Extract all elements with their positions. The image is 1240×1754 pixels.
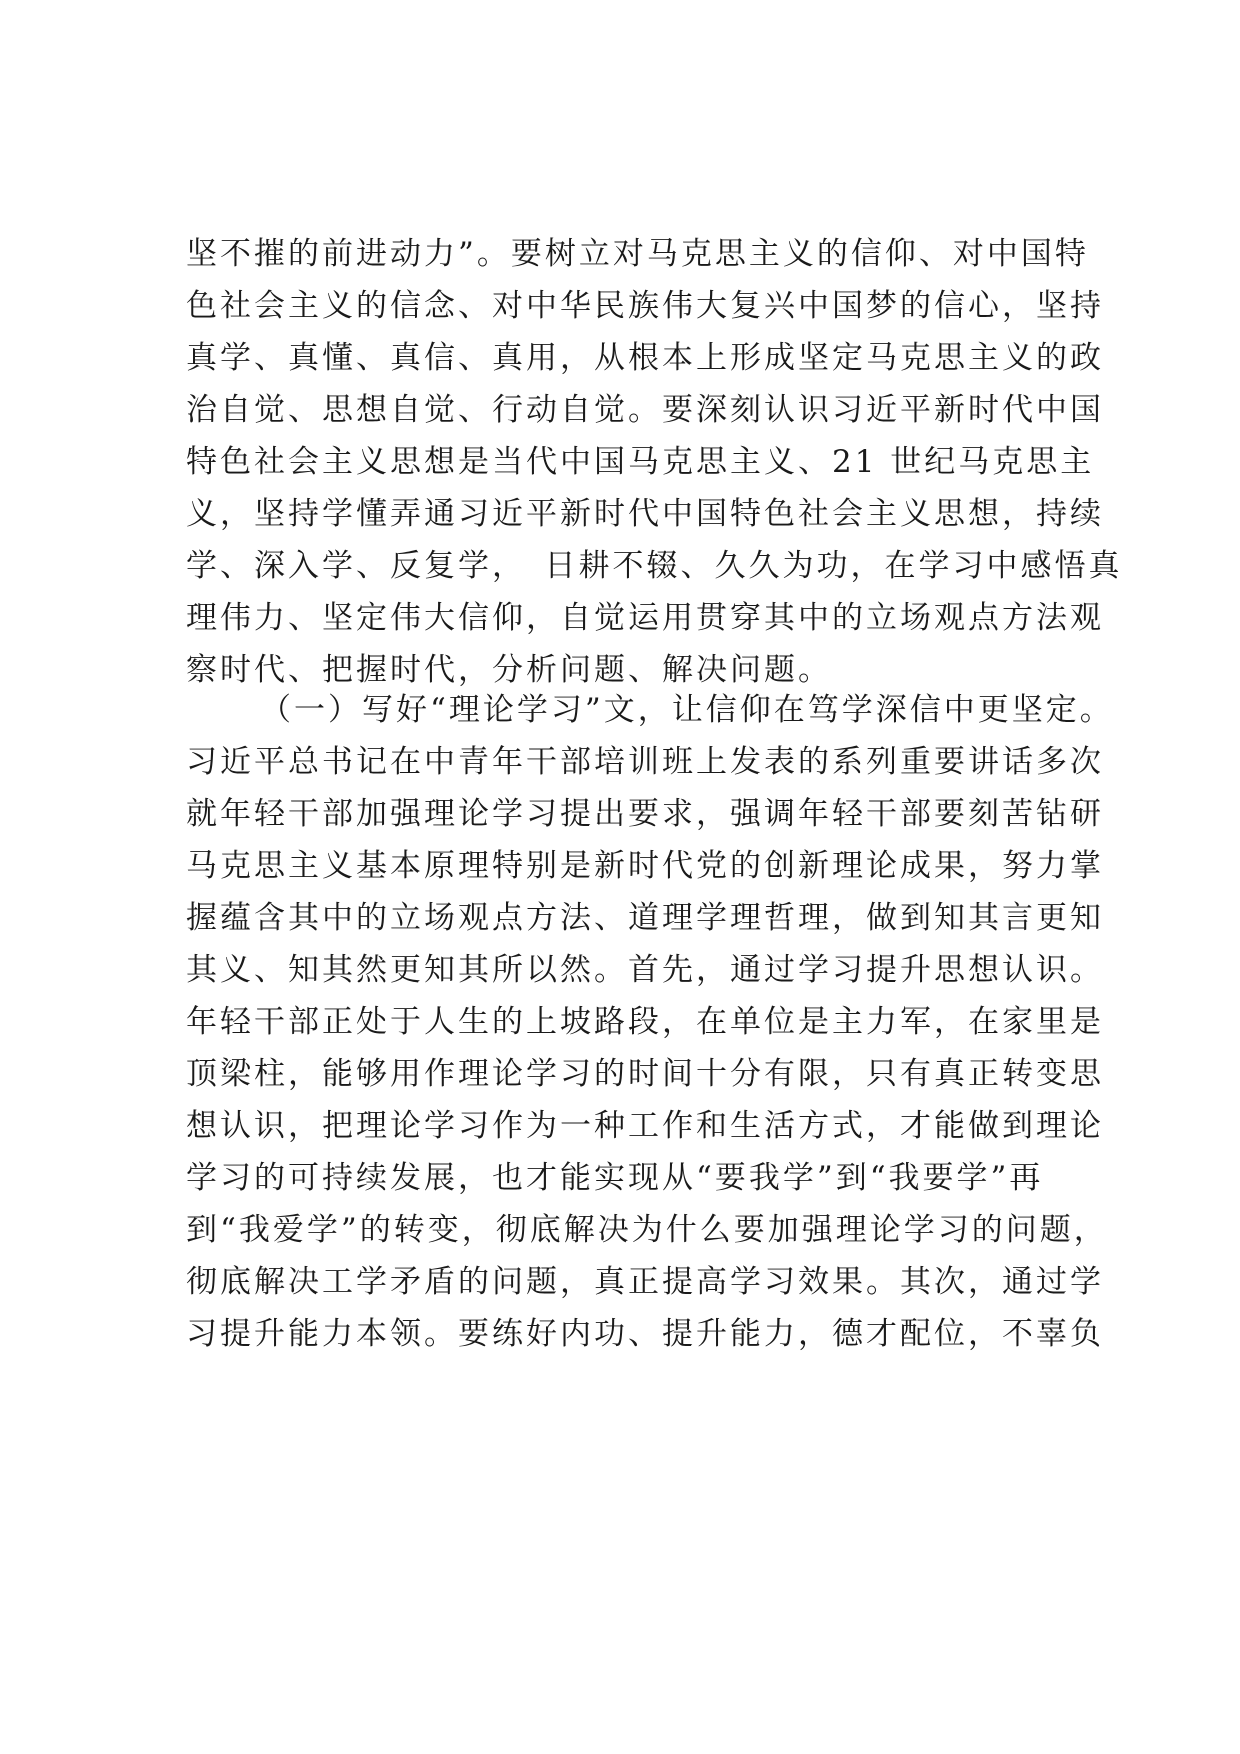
text-line: 特色社会主义思想是当代中国马克思主义、21 世纪马克思主 <box>186 444 1095 480</box>
text-line: 学习的可持续发展，也才能实现从“要我学”到“我要学”再 <box>186 1160 1044 1196</box>
text-line: 习近平总书记在中青年干部培训班上发表的系列重要讲话多次 <box>186 744 1104 780</box>
text-line: 年轻干部正处于人生的上坡路段，在单位是主力军，在家里是 <box>186 1004 1104 1040</box>
text-line: 义，坚持学懂弄通习近平新时代中国特色社会主义思想，持续 <box>186 496 1104 532</box>
text-line: 坚不摧的前进动力”。要树立对马克思主义的信仰、对中国特 <box>186 236 1089 272</box>
text-line: 想认识，把理论学习作为一种工作和生活方式，才能做到理论 <box>186 1108 1104 1144</box>
text-line: 治自觉、思想自觉、行动自觉。要深刻认识习近平新时代中国 <box>186 392 1104 428</box>
body-paragraph <box>186 228 1123 696</box>
text-line: 其义、知其然更知其所以然。首先，通过学习提升思想认识。 <box>186 952 1104 988</box>
text-line: 马克思主义基本原理特别是新时代党的创新理论成果，努力掌 <box>186 848 1104 884</box>
text-line: 就年轻干部加强理论学习提出要求，强调年轻干部要刻苦钻研 <box>186 796 1104 832</box>
section-heading-line: （一）写好“理论学习”文，让信仰在笃学深信中更坚定。 <box>260 692 1114 728</box>
text-line: 学、深入学、反复学， 日耕不辍、久久为功，在学习中感悟真 <box>186 548 1123 584</box>
text-line: 彻底解决工学矛盾的问题，真正提高学习效果。其次，通过学 <box>186 1264 1104 1300</box>
text-line: 顶梁柱，能够用作理论学习的时间十分有限，只有真正转变思 <box>186 1056 1104 1092</box>
text-line: 握蕴含其中的立场观点方法、道理学理哲理，做到知其言更知 <box>186 900 1104 936</box>
text-line: 察时代、把握时代，分析问题、解决问题。 <box>186 652 832 688</box>
text-line: 习提升能力本领。要练好内功、提升能力，德才配位，不辜负 <box>186 1316 1104 1352</box>
section-paragraph <box>186 684 1114 1360</box>
text-line: 色社会主义的信念、对中华民族伟大复兴中国梦的信心，坚持 <box>186 288 1104 324</box>
text-line: 理伟力、坚定伟大信仰，自觉运用贯穿其中的立场观点方法观 <box>186 600 1104 636</box>
text-line: 真学、真懂、真信、真用，从根本上形成坚定马克思主义的政 <box>186 340 1104 376</box>
text-line: 到“我爱学”的转变，彻底解决为什么要加强理论学习的问题， <box>186 1212 1108 1248</box>
